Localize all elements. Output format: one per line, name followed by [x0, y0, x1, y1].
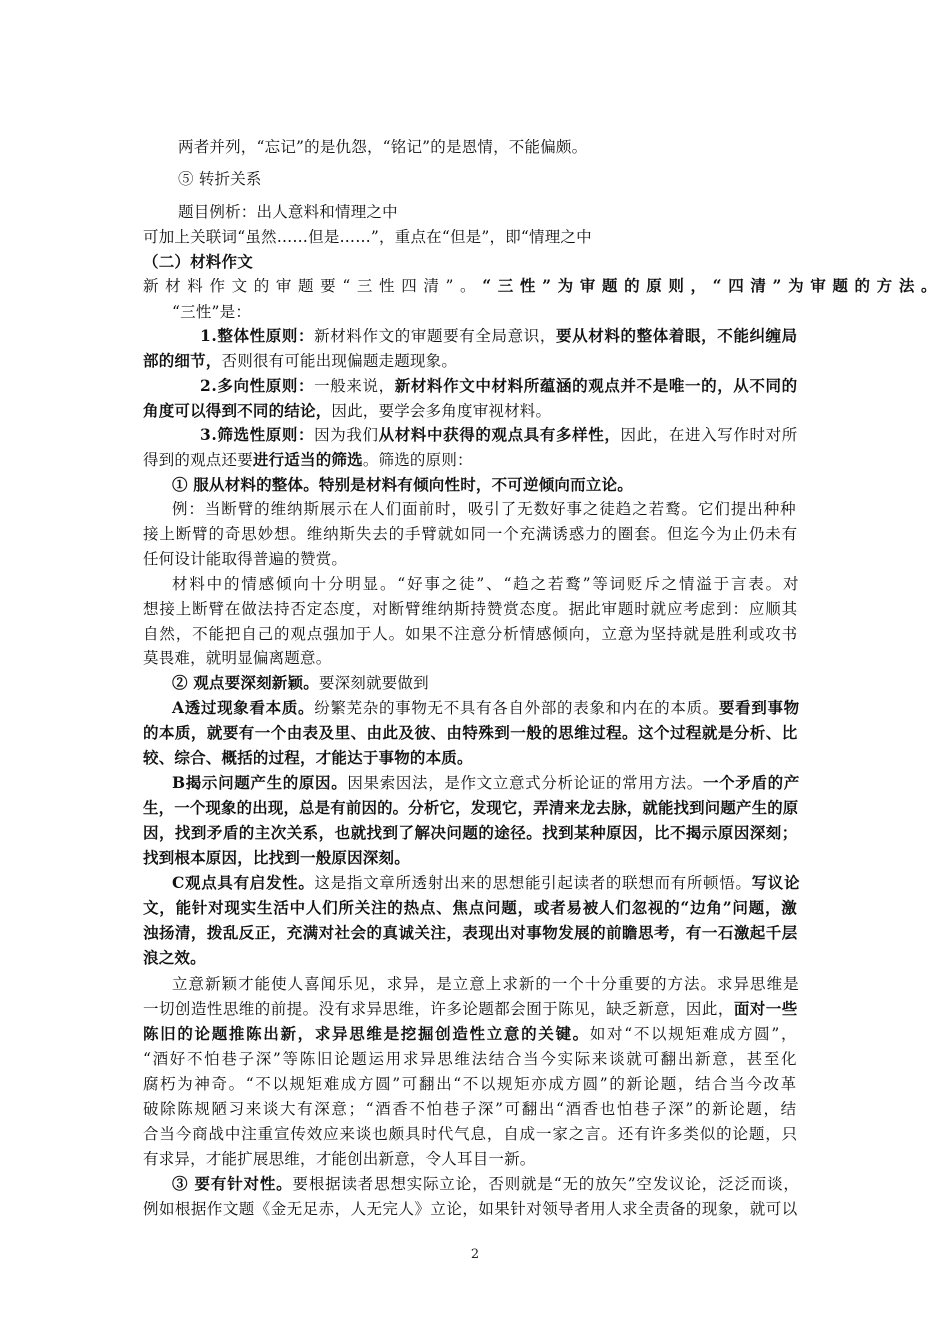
text: “酒好不怕巷子深”等陈旧论题运用求异思维法结合当今实际来谈就可翻出新意，甚至化: [143, 1050, 799, 1068]
text-line: [172, 672, 429, 694]
text-line: [143, 598, 798, 620]
text-line: [143, 449, 473, 471]
text-line: [143, 822, 798, 844]
text-line: [143, 1023, 798, 1045]
page-number: 2: [470, 1247, 480, 1262]
text: “三性”是：: [172, 303, 252, 321]
text: 想接上断臂在做法持否定态度，对断臂维纳斯持赞赏态度。据此审题时就应考虑到：应顺其: [143, 600, 799, 618]
bold-text: 进行适当的筛选: [252, 450, 363, 469]
text-line: [143, 523, 798, 545]
text: 得到的观点还要: [143, 451, 253, 469]
text: 纷繁芜杂的事物无不具有各自外部的表象和内在的本质。: [314, 699, 719, 717]
bold-text: 角度可以得到不同的结论，: [143, 401, 332, 420]
text-line: [143, 251, 253, 273]
bold-text: 找到根本原因，比找到一般原因深刻。: [143, 848, 410, 867]
bold-text: A透过现象看本质。: [172, 698, 315, 717]
text: 新材料作文的审题要“三性四清”。: [143, 277, 483, 295]
text-line: [143, 1098, 798, 1120]
bold-text: 要从材料的整体着眼，不能纠缠局: [555, 326, 798, 345]
text: 例：当断臂的维纳斯展示在人们面前时，吸引了无数好事之徒趋之若鹜。它们提出种种: [172, 500, 797, 518]
text: 可加上关联词“虽然……但是……”，重点在“但是”，即“情理之中: [143, 228, 592, 246]
text-line: [178, 168, 262, 190]
text: 要深刻就要做到: [318, 674, 429, 692]
text-line: [172, 697, 800, 719]
text-line: [143, 548, 347, 570]
text-line: [172, 573, 800, 595]
text: 材料中的情感倾向十分明显。“好事之徒”、“趋之若鹜”等词贬斥之情溢于言表。对: [172, 575, 801, 593]
text-line: [178, 136, 587, 158]
text: 一切创造性思维的前提。没有求异思维，许多论题都会囿于陈见，缺乏新意，因此，: [143, 1000, 734, 1018]
text: 立意新颖才能使人喜闻乐见，求异，是立意上求新的一个十分重要的方法。求异思维是: [172, 975, 800, 993]
bold-text: 面对一些: [733, 999, 798, 1018]
bold-text: （二）材料作文: [143, 252, 253, 271]
text-line: [200, 375, 798, 397]
bold-text: C观点具有启发性。: [172, 873, 315, 892]
text-line: [172, 1173, 800, 1195]
bold-text: 文，能针对现实生活中人们所关注的热点、焦点问题，或者易被人们忽视的“边角”问题，激: [143, 898, 798, 917]
bold-text: 较、综合、概括的过程，才能达于事物的本质。: [143, 748, 473, 767]
text: 否则很有可能出现偏题走题现象。: [221, 352, 458, 370]
text: 破除陈规陋习来谈大有深意；“酒香不怕巷子深”可翻出“酒香也怕巷子深”的新论题，结: [143, 1100, 798, 1118]
text-line: [143, 400, 551, 422]
text: 因此，要学会多角度审视材料。: [331, 402, 552, 420]
text: 例如根据作文题《金无足赤，人无完人》立论，如果针对领导者用人求全责备的现象，就可以: [143, 1200, 798, 1218]
bold-text: 浊扬清，拨乱反正，充满对社会的真诚关注，表现出对事物发展的前瞻思考，有一石激起千层: [143, 923, 798, 942]
text-line: [143, 623, 798, 645]
text: 题目例析：出人意料和情理之中: [178, 203, 398, 221]
text-line: [143, 1148, 536, 1170]
text-line: [143, 275, 943, 297]
text-line: [143, 226, 592, 248]
bold-text: “三性”为审题的原则，“四清”为审题的方法。: [482, 276, 944, 295]
text-line: [200, 325, 798, 347]
text-line: [143, 847, 410, 869]
bold-text: 3.筛选性原则：: [200, 425, 315, 444]
text: 自然，不能把自己的观点强加于人。如果不注意分析情感倾向，立意为坚持就是胜利或攻书: [143, 625, 799, 643]
bold-text: 新材料作文中材料所蕴涵的观点并不是唯一的，从不同的: [394, 376, 798, 395]
text-line: [143, 947, 206, 969]
text-line: [143, 897, 798, 919]
text-line: [143, 998, 798, 1020]
text: 要根据读者思想实际立论，否则就是“无的放矢”空发议论，泛泛而谈，: [292, 1175, 800, 1193]
text-line: [143, 1073, 798, 1095]
bold-text: 写议论: [751, 873, 801, 892]
text: 这是指文章所透射出来的思想能引起读者的联想而有所顿悟。: [314, 874, 752, 892]
bold-text: 因，找到矛盾的主次关系，也就找到了解决问题的途径。找到某种原因，比不揭示原因深刻；: [143, 823, 798, 842]
text-line: [172, 498, 797, 520]
bold-text: 从材料中获得的观点具有多样性，: [378, 425, 621, 444]
bold-text: ② 观点要深刻新颖。: [172, 673, 319, 692]
text: 有求异，才能扩展思维，才能创出新意，令人耳目一新。: [143, 1150, 536, 1168]
bold-text: 浪之效。: [143, 948, 206, 967]
text: ⑤ 转折关系: [178, 170, 262, 188]
text-line: [200, 424, 798, 446]
bold-text: 2.多向性原则：: [200, 376, 315, 395]
text-line: [143, 1123, 798, 1145]
text: 接上断臂的奇思妙想。维纳斯失去的手臂就如同一个充满诱惑力的圈套。但迄今为止仍未有: [143, 525, 799, 543]
text: 一般来说，: [314, 377, 395, 395]
text: 任何设计能取得普遍的赞赏。: [143, 550, 348, 568]
text: 莫畏难，就明显偏离题意。: [143, 649, 332, 667]
text: 腐朽为神奇。“不以规矩难成方圆”可翻出“不以规矩亦成方圆”的新论题，结合当今改革: [143, 1075, 798, 1093]
text-line: [143, 722, 798, 744]
text: 两者并列，“忘记”的是仇怨，“铭记”的是恩情，不能偏颇。: [178, 138, 588, 156]
text-line: [178, 201, 398, 223]
text-line: [143, 922, 798, 944]
text: 因为我们: [314, 426, 379, 444]
text: 新材料作文的审题要有全局意识，: [314, 327, 556, 345]
text: 如对“不以规矩难成方圆”，: [589, 1025, 799, 1043]
bold-text: 一个矛盾的产: [702, 773, 800, 792]
text-line: [172, 301, 251, 323]
text: 因此，在进入写作时对所: [620, 426, 798, 444]
text-line: [143, 797, 798, 819]
bold-text: ① 服从材料的整体。特别是材料有倾向性时，不可逆倾向而立论。: [172, 475, 633, 494]
text-line: [172, 973, 800, 995]
bold-text: 1.整体性原则：: [200, 326, 315, 345]
bold-text: 的本质，就要有一个由表及里、由此及彼、由特殊到一般的思维过程。这个过程就是分析、比: [143, 723, 798, 742]
bold-text: 部的细节，: [143, 351, 222, 370]
text: 。筛选的原则：: [362, 451, 473, 469]
bold-text: 要看到事物: [718, 698, 800, 717]
text: 因果索因法，是作文立意式分析论证的常用方法。: [347, 774, 703, 792]
text-line: [143, 647, 331, 669]
bold-text: 陈旧的论题推陈出新，求异思维是挖掘创造性立意的关键。: [143, 1024, 590, 1043]
bold-text: 生，一个现象的出现，总是有前因的。分析它，发现它，弄清来龙去脉，就能找到问题产生的原: [143, 798, 799, 817]
text-line: [143, 1048, 798, 1070]
text-line: [172, 872, 800, 894]
text: 合当今商战中注重宣传效应来谈也颇具时代气息，自成一家之言。还有许多类似的论题，只: [143, 1125, 799, 1143]
text-line: [143, 747, 473, 769]
text-line: [143, 350, 457, 372]
text-line: [172, 772, 800, 794]
bold-text: B揭示问题产生的原因。: [172, 773, 348, 792]
text-line: [143, 1198, 798, 1220]
text-line: [172, 474, 633, 496]
bold-text: ③ 要有针对性。: [172, 1174, 293, 1193]
